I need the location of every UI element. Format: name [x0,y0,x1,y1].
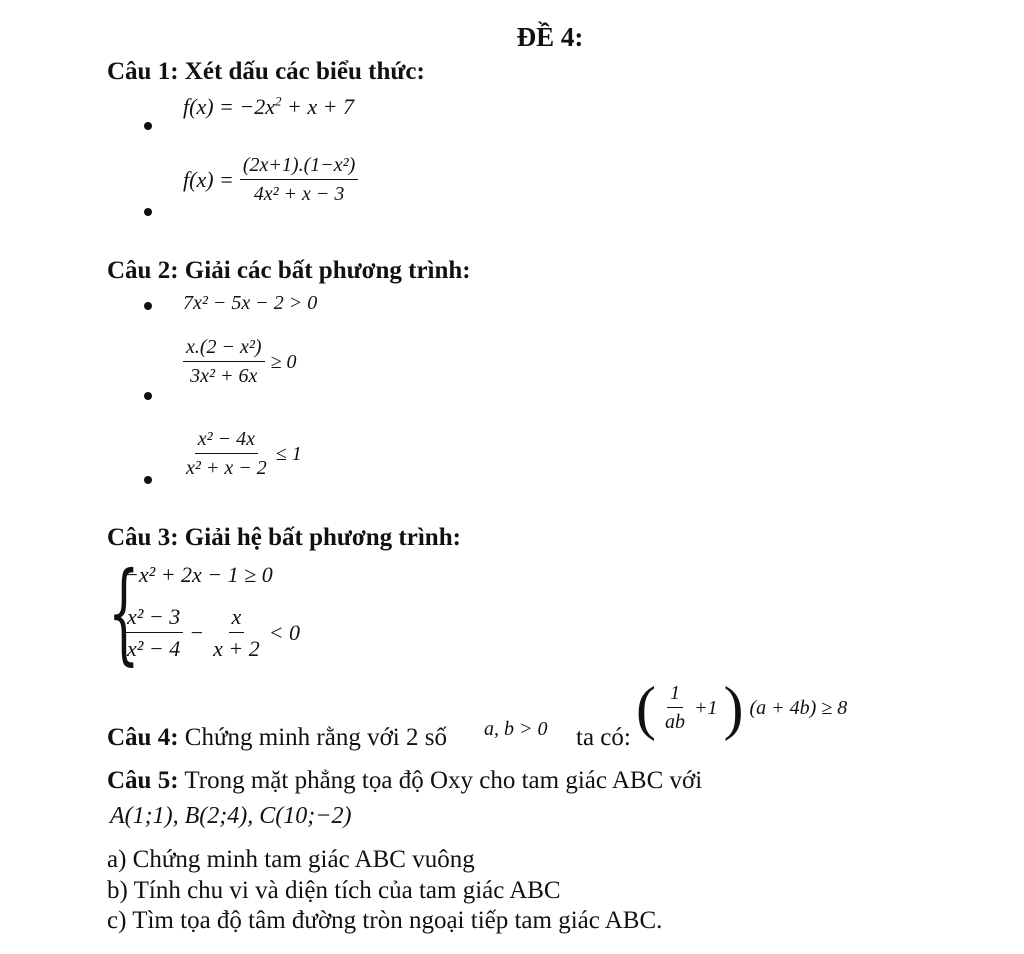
q1-expr1-rest: + x + 7 [281,94,354,119]
question-1-label: Câu 1: [107,58,179,85]
left-paren: ( [636,675,656,741]
q3-frac1-numerator: x² − 3 [124,604,183,633]
q3-frac2-numerator: x [229,604,245,633]
q2-inequality-2 [183,336,297,388]
q4-inequality [636,675,848,741]
q3-relation: < 0 [268,620,301,645]
q1-expr1-exp: 2 [275,93,282,109]
q4-frac-numerator: 1 [667,682,683,708]
system-brace: { [108,548,140,676]
bullet [144,392,152,400]
question-5-heading [107,767,702,795]
q2-ineq3-denominator: x² + x − 2 [186,457,267,479]
q1-expr2-lhs: f(x) = [183,167,234,192]
q5-part-c: c) Tìm tọa độ tâm đường tròn ngoại tiếp tam giác ABC. [107,907,663,934]
q3-minus: − [189,620,205,645]
q2-ineq3-relation: ≤ 1 [275,442,302,465]
question-3-text: Giải hệ bất phương trình: [184,524,461,551]
q3-line-1: −x² + 2x − 1 ≥ 0 [124,562,273,587]
bullet [144,476,152,484]
question-5-label: Câu 5: [107,767,179,794]
q1-expr2-numerator: (2x+1).(1−x²) [240,154,358,180]
question-3-label: Câu 3: [107,524,179,551]
question-4-text: Chứng minh rằng với 2 số [184,724,447,751]
q3-frac1-denominator: x² − 4 [127,636,181,661]
question-1-heading [107,58,425,86]
q3-frac2-denominator: x + 2 [213,636,260,661]
q5-points: A(1;1), B(2;4), C(10;−2) [110,803,352,829]
q2-ineq2-relation: ≥ 0 [270,350,297,373]
q4-plus-one: +1 [693,696,718,719]
right-paren: ) [723,675,744,741]
q2-inequality-1: 7x² − 5x − 2 > 0 [183,292,318,314]
q5-part-b: b) Tính chu vi và diện tích của tam giác ABC [107,877,561,904]
q3-line-2 [124,604,300,662]
bullet [144,208,152,216]
bullet [144,122,152,130]
q1-expression-1 [183,94,354,120]
q2-ineq2-numerator: x.(2 − x²) [183,336,265,362]
q4-rest: (a + 4b) ≥ 8 [749,696,848,719]
q2-ineq3-numerator: x² − 4x [195,428,258,454]
question-3-heading [107,524,461,552]
question-2-heading [107,257,471,285]
bullet [144,302,152,310]
q4-frac-denominator: ab [664,711,685,733]
q4-condition: a, b > 0 [484,718,548,740]
q4-text-2: ta có: [576,724,631,751]
page-title: ĐỀ 4: [516,22,584,52]
question-4-label: Câu 4: [107,724,179,751]
q5-part-a: a) Chứng minh tam giác ABC vuông [107,846,475,873]
question-1-text: Xét dấu các biểu thức: [184,58,425,85]
q2-inequality-3 [183,428,302,480]
question-5-text: Trong mặt phẳng tọa độ Oxy cho tam giác ABC với [184,767,703,794]
question-2-label: Câu 2: [107,257,179,284]
q1-expr2-denominator: 4x² + x − 3 [253,183,345,205]
q2-ineq2-denominator: 3x² + 6x [190,365,258,387]
question-2-text: Giải các bất phương trình: [184,257,471,284]
q1-expression-2 [183,154,358,206]
q1-expr1-lhs: f(x) = −2x [183,94,275,119]
question-4-heading [107,724,447,752]
